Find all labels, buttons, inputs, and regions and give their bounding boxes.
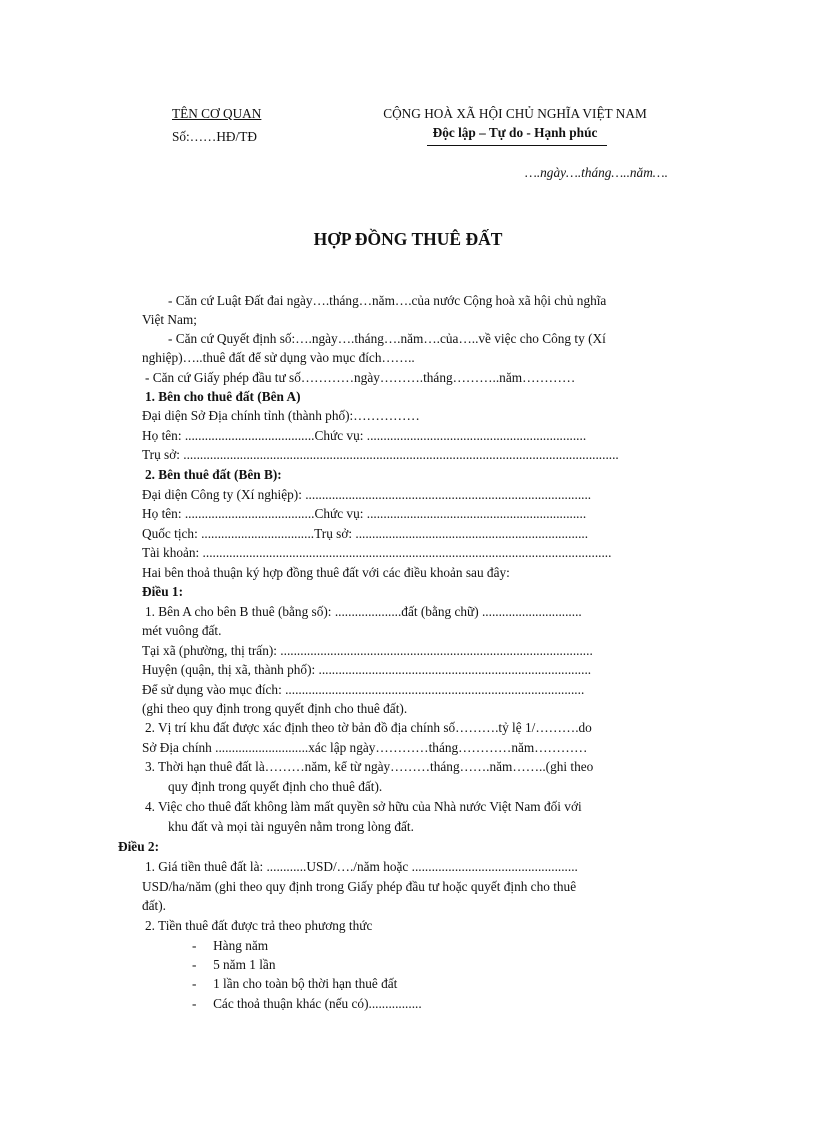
payment-option: - 1 lần cho toàn bộ thời hạn thuê đất [192, 976, 398, 991]
article-1-note: (ghi theo quy định trong quyết định cho thuê đất). [142, 701, 408, 716]
payment-option: - Các thoả thuận khác (nếu có)................ [192, 996, 422, 1011]
article-1-heading: Điều 1: [142, 584, 183, 599]
payment-option: - 5 năm 1 lần [192, 957, 276, 972]
document-number: Số:……HĐ/TĐ [172, 129, 257, 144]
article-1-item-4-cont: khu đất và mọi tài nguyên nằm trong lòng đất. [168, 819, 414, 834]
article-1-district: Huyện (quận, thị xã, thành phố): .................................................................................. [142, 662, 592, 677]
article-1-item-3: 3. Thời hạn thuê đất là………năm, kể từ ngày………tháng…….năm……..(ghi theo [145, 759, 594, 774]
article-1-commune: Tại xã (phường, thị trấn): .............................................................................................. [142, 643, 593, 658]
article-1-purpose: Để sử dụng vào mục đích: .......................................................................................... [142, 682, 585, 697]
party-a-name-position: Họ tên: .......................................Chức vụ: .................................................................. [142, 428, 587, 443]
party-b-name-position: Họ tên: .......................................Chức vụ: .................................................................. [142, 506, 587, 521]
motto-underline [427, 145, 607, 146]
basis-investment-license: - Căn cứ Giấy phép đầu tư số…………ngày……….tháng………..năm………… [145, 370, 576, 385]
article-2-item-1-cont: USD/ha/năm (ghi theo quy định trong Giấy phép đầu tư hoặc quyết định cho thuê [142, 879, 577, 894]
document-title: HỢP ĐỒNG THUÊ ĐẤT [313, 229, 503, 249]
article-1-item-2: 2. Vị trí khu đất được xác định theo tờ bản đồ địa chính số……….tỷ lệ 1/……….do [145, 720, 592, 735]
payment-option: - Hàng năm [192, 938, 269, 953]
basis-decision: - Căn cứ Quyết định số:….ngày….tháng….năm….của…..về việc cho Công ty (Xí [168, 331, 606, 346]
party-a-representative: Đại diện Sở Địa chính tỉnh (thành phố):…………… [142, 408, 420, 423]
basis-land-law-cont: Việt Nam; [142, 312, 197, 327]
basis-decision-cont: nghiệp)…..thuê đất để sử dụng vào mục đích…….. [142, 350, 415, 365]
article-1-item-3-cont: quy định trong quyết định cho thuê đất). [168, 779, 383, 794]
party-a-heading: 1. Bên cho thuê đất (Bên A) [145, 389, 301, 404]
article-1-item-1-cont: mét vuông đất. [142, 623, 222, 638]
agency-name: TÊN CƠ QUAN [172, 106, 262, 121]
national-motto: Độc lập – Tự do - Hạnh phúc [432, 125, 598, 140]
party-b-nationality-office: Quốc tịch: ..................................Trụ sở: ...................................................................... [142, 526, 589, 541]
article-1-item-1: 1. Bên A cho bên B thuê (bằng số): ....................đất (bằng chữ) .............................. [145, 604, 582, 619]
article-2-heading: Điều 2: [118, 839, 159, 854]
party-b-heading: 2. Bên thuê đất (Bên B): [145, 467, 282, 482]
article-2-item-1: 1. Giá tiền thuê đất là: ............USD/…./năm hoặc .................................................. [145, 859, 578, 874]
article-2-item-2: 2. Tiền thuê đất được trả theo phương thức [145, 918, 373, 933]
article-2-item-1-cont2: đất). [142, 898, 166, 913]
party-a-office: Trụ sở: ................................................................................................................................... [142, 447, 619, 462]
document-date: ….ngày….tháng…..năm…. [525, 165, 668, 180]
article-1-item-4: 4. Việc cho thuê đất không làm mất quyền sở hữu của Nhà nước Việt Nam đối với [145, 799, 582, 814]
party-b-representative: Đại diện Công ty (Xí nghiệp): ...................................................................................... [142, 487, 592, 502]
article-1-item-2-cont: Sở Địa chính ............................xác lập ngày…………tháng…………năm………… [142, 740, 588, 755]
republic-name: CỘNG HOÀ XÃ HỘI CHỦ NGHĨA VIỆT NAM [383, 106, 647, 121]
agreement-statement: Hai bên thoả thuận ký hợp đồng thuê đất với các điều khoản sau đây: [142, 565, 510, 580]
basis-land-law: - Căn cứ Luật Đất đai ngày….tháng…năm….của nước Cộng hoà xã hội chủ nghĩa [168, 293, 607, 308]
party-b-account: Tài khoản: ........................................................................................................................... [142, 545, 612, 560]
